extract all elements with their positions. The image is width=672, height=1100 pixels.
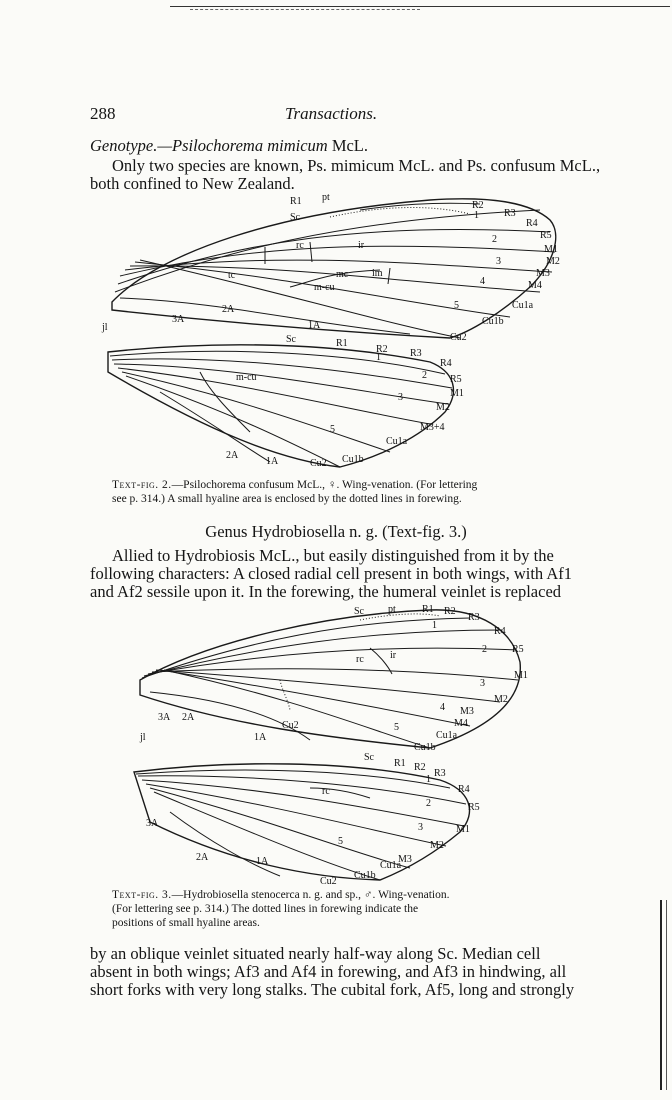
- fig2-hw-Cu1a: Cu1a: [386, 436, 408, 447]
- fig3-hw-2A: 2A: [196, 852, 209, 863]
- fig2-label-M1: M1: [544, 244, 558, 255]
- fig2-label-Cu1b: Cu1b: [482, 316, 504, 327]
- fig2-label-im: im: [372, 268, 383, 279]
- fig2-caption-line2: see p. 314.) A small hyaline area is enclosed by the dotted lines in forewing.: [112, 493, 462, 505]
- genus-heading: Genus Hydrobiosella n. g. (Text-fig. 3.): [205, 522, 467, 541]
- genotype-author: McL.: [327, 136, 369, 155]
- fig2-label-mcu: m-cu: [314, 282, 335, 293]
- fig3-caption: [112, 888, 582, 930]
- fig2-hw-M34: M3+4: [420, 422, 445, 433]
- fig2-forewing-diagram: [100, 192, 570, 342]
- fig2-hw-R4: R4: [440, 358, 452, 369]
- fig3-label-Cu1b: Cu1b: [414, 742, 436, 753]
- fig3-label-M3: M3: [460, 706, 474, 717]
- fig3-label-R5: R5: [512, 644, 524, 655]
- fig3-caption-text: —Hydrobiosella stenocerca n. g. and sp., ♂. Wing-venation.: [171, 889, 450, 901]
- fig2-label-Cu1a: Cu1a: [512, 300, 534, 311]
- fig3-hw-Cu2: Cu2: [320, 876, 337, 887]
- fig2-label-3A: 3A: [172, 314, 185, 325]
- fig3-label-n1: 1: [432, 620, 437, 631]
- fig2-hw-R3: R3: [410, 348, 422, 359]
- fig3-hw-R5: R5: [468, 802, 480, 813]
- fig3-hw-n2: 2: [426, 798, 431, 809]
- fig2-hw-1A: 1A: [266, 456, 279, 467]
- fig3-label-M1: M1: [514, 670, 528, 681]
- fig2-label-R5: R5: [540, 230, 552, 241]
- genotype-line: [90, 136, 368, 156]
- fig3-label-n4: 4: [440, 702, 445, 713]
- fig3-label-R3: R3: [468, 612, 480, 623]
- fig2-hw-Cu1b: Cu1b: [342, 454, 364, 465]
- fig3-label-n2: 2: [482, 644, 487, 655]
- fig3-label-3A: 3A: [158, 712, 171, 723]
- fig2-label-n5: 5: [454, 300, 459, 311]
- fig3-hw-rc: rc: [322, 786, 330, 797]
- fig3-hw-R2: R2: [414, 762, 426, 773]
- fig3-label-R1: R1: [422, 604, 434, 615]
- fig3-hw-3A: 3A: [146, 818, 159, 829]
- genotype-label: Genotype.: [90, 136, 158, 155]
- genotype-species: —Psilochorema mimicum: [157, 136, 328, 155]
- intro-line-2: both confined to New Zealand.: [90, 174, 295, 193]
- top-rule-dashed: [190, 9, 420, 10]
- running-head: Transactions.: [285, 104, 378, 123]
- binding-edge-mark: [660, 900, 667, 1090]
- fig3-label-jl: jl: [140, 732, 146, 743]
- fig3-label-R4: R4: [494, 626, 506, 637]
- fig2-label-M4: M4: [528, 280, 542, 291]
- fig3-label-M2: M2: [494, 694, 508, 705]
- fig2-label-n2: 2: [492, 234, 497, 245]
- fig3-hw-n5: 5: [338, 836, 343, 847]
- fig3-hw-R4: R4: [458, 784, 470, 795]
- fig3-hw-M1: M1: [456, 824, 470, 835]
- fig3-label-R2: R2: [444, 606, 456, 617]
- genus-p2: following characters: A closed radial cell present in both wings, with Af1: [90, 564, 573, 583]
- fig2-caption: [112, 478, 582, 506]
- fig2-label-ir: ir: [358, 240, 365, 251]
- fig3-hw-n1: 1: [426, 774, 431, 785]
- fig2-label-mc: mc: [336, 269, 349, 280]
- fig3-caption-line2: (For lettering see p. 314.) The dotted lines in forewing indicate the: [112, 903, 419, 915]
- fig2-label-2A: 2A: [222, 304, 235, 315]
- fig3-hindwing-diagram: [130, 752, 490, 888]
- fig2-hw-R2: R2: [376, 344, 388, 355]
- page-number: 288: [90, 104, 116, 123]
- intro-line-1: Only two species are known, Ps. mimicum McL. and Ps. confusum McL.,: [112, 156, 601, 175]
- fig3-caption-line3: positions of small hyaline areas.: [112, 917, 260, 929]
- fig2-label-rc: rc: [296, 240, 304, 251]
- fig3-label-1A: 1A: [254, 732, 267, 743]
- fig2-hw-n5: 5: [330, 424, 335, 435]
- fig3-label-M4: M4: [454, 718, 468, 729]
- fig2-label-n3: 3: [496, 256, 501, 267]
- fig3-label-ir: ir: [390, 650, 397, 661]
- fig2-hw-R1: R1: [336, 338, 348, 349]
- fig3-label-Cu1a: Cu1a: [436, 730, 458, 741]
- fig2-hw-Cu2: Cu2: [310, 458, 327, 469]
- fig2-hw-n2: 2: [422, 370, 427, 381]
- fig3-label-pt: pt: [388, 604, 396, 615]
- top-rule: [170, 6, 670, 7]
- fig3-label-Sc: Sc: [354, 606, 364, 617]
- fig2-hindwing-diagram: [100, 332, 470, 472]
- fig2-label-R1: R1: [290, 196, 302, 207]
- fig2-hw-mcu: m-cu: [236, 372, 257, 383]
- fig2-label-n1: 1: [474, 210, 479, 221]
- fig2-hw-M2: M2: [436, 402, 450, 413]
- fig3-hw-n3: 3: [418, 822, 423, 833]
- fig2-label-Cu2: Cu2: [450, 332, 467, 342]
- closing-line-2: absent in both wings; Af3 and Af4 in forewing, and Af3 in hindwing, all: [90, 962, 567, 981]
- fig2-hw-Sc: Sc: [286, 334, 296, 345]
- fig3-hw-Sc: Sc: [364, 752, 374, 763]
- closing-line-3: short forks with very long stalks. The cubital fork, Af5, long and strongly: [90, 980, 575, 999]
- fig2-caption-text: —Psilochorema confusum McL., ♀. Wing-venation. (For lettering: [171, 479, 478, 491]
- fig2-label-1A: 1A: [308, 320, 321, 331]
- fig3-hw-Cu1b: Cu1b: [354, 870, 376, 881]
- fig2-label-R2: R2: [472, 200, 484, 211]
- fig2-hw-M1: M1: [450, 388, 464, 399]
- fig3-label-n3: 3: [480, 678, 485, 689]
- genus-p1: Allied to Hydrobiosis McL., but easily distinguished from it by the: [112, 546, 554, 565]
- fig2-label-n4: 4: [480, 276, 485, 287]
- fig2-label-tc: tc: [228, 270, 236, 281]
- fig3-hw-1A: 1A: [256, 856, 269, 867]
- genus-p3: and Af2 sessile upon it. In the forewing, the humeral veinlet is replaced: [90, 582, 562, 601]
- fig2-label-jl: jl: [102, 322, 108, 333]
- fig3-hw-M3: M3: [398, 854, 412, 865]
- fig2-hw-n3: 3: [398, 392, 403, 403]
- fig3-forewing-diagram: [130, 600, 530, 760]
- fig3-label-rc: rc: [356, 654, 364, 665]
- fig3-hw-R3: R3: [434, 768, 446, 779]
- fig2-label-M3: M3: [536, 268, 550, 279]
- fig3-caption-label: Text-fig. 3.: [112, 889, 172, 901]
- fig2-hw-2A: 2A: [226, 450, 239, 461]
- fig2-label-R4: R4: [526, 218, 538, 229]
- closing-line-1: by an oblique veinlet situated nearly half-way along Sc. Median cell: [90, 944, 541, 963]
- fig2-label-M2: M2: [546, 256, 560, 267]
- fig2-hw-n1: 1: [376, 352, 381, 363]
- fig3-label-n5: 5: [394, 722, 399, 733]
- fig3-label-Cu2: Cu2: [282, 720, 299, 731]
- fig2-label-Sc: Sc: [290, 212, 300, 223]
- fig3-hw-M2: M2: [430, 840, 444, 851]
- fig3-hw-Cu1a: Cu1a: [380, 860, 402, 871]
- fig2-label-pt: pt: [322, 192, 330, 203]
- fig2-hw-R5: R5: [450, 374, 462, 385]
- fig2-caption-label: Text-fig. 2.: [112, 479, 172, 491]
- fig3-label-2A: 2A: [182, 712, 195, 723]
- fig2-label-R3: R3: [504, 208, 516, 219]
- fig3-hw-R1: R1: [394, 758, 406, 769]
